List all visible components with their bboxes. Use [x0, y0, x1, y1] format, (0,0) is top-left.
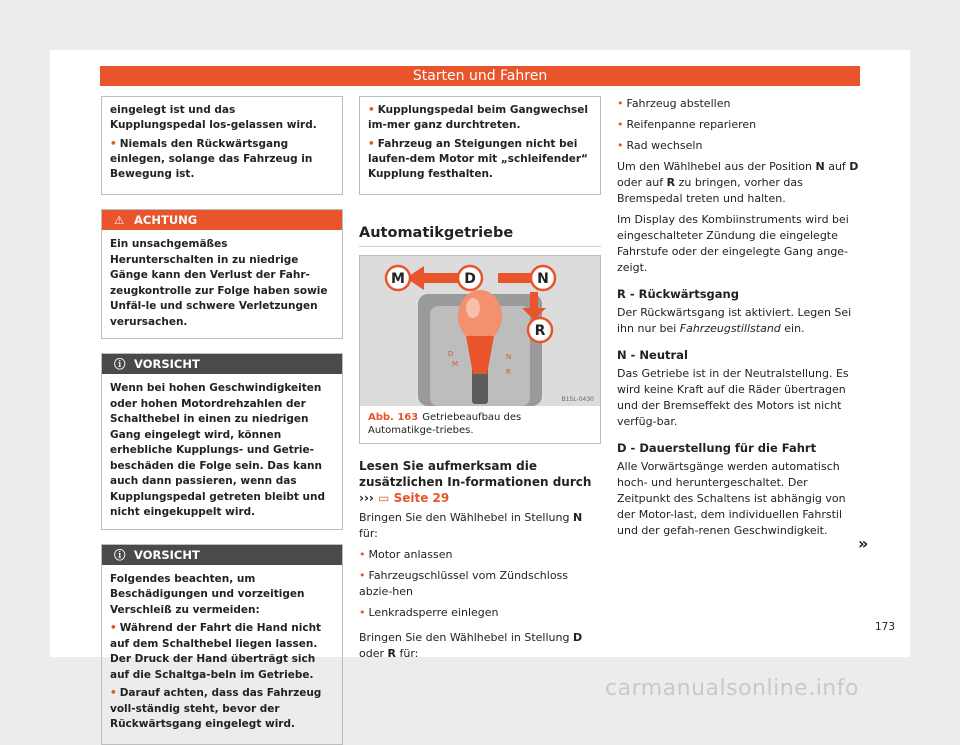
note-bullet — [110, 137, 334, 182]
paragraph: Bringen Sie den Wählhebel in Stellung N für: — [359, 511, 583, 540]
list-item: • Lenkradsperre einlegen — [359, 606, 499, 619]
note-bullet-text: Kupplungspedal beim Gangwechsel im-mer ganz durchtreten. — [368, 104, 589, 131]
continue-marker: » — [858, 534, 869, 553]
achtung-header — [102, 210, 342, 230]
bullet-icon: • — [617, 139, 624, 152]
gear-knob — [458, 290, 502, 342]
paragraph: Das Getriebe ist in der Neutralstellung. Es wird keine Kraft auf die Räder übertragen und der Bremseffekt des Motors ist nicht verfüg-bar. — [617, 367, 849, 428]
note-bullet — [368, 137, 592, 182]
vorsicht-bullet-text: Darauf achten, dass das Fahrzeug voll-ständig steht, bevor der Rückwärtsgang eingelegt wird. — [110, 687, 322, 730]
vorsicht-bullet — [110, 621, 334, 683]
bullet-icon: • — [617, 97, 624, 110]
achtung-body: Ein unsachgemäßes Herunterschalten in zu niedrige Gänge kann den Verlust der Fahr-zeugkontrolle zur Folge haben sowie Unfäl-le und schwere Verletzungen verursachen. — [110, 238, 328, 328]
bullet-icon: • — [359, 606, 366, 619]
info-heading: Lesen Sie aufmerksam die zusätzlichen In-formationen durch ››› ▭ Seite 29 — [359, 459, 592, 505]
section-title: Automatikgetriebe — [359, 225, 601, 247]
subheading-drive: D - Dauerstellung für die Fahrt — [617, 441, 817, 455]
gate-label-n: N — [506, 353, 512, 361]
figure-caption — [360, 406, 600, 443]
bullet-icon: • — [368, 104, 375, 116]
watermark: carmanualsonline.info — [605, 676, 859, 701]
chapter-header: Starten und Fahren — [100, 66, 860, 86]
gate-label-r: R — [506, 368, 511, 376]
paragraph: Bringen Sie den Wählhebel in Stellung D oder R für: — [359, 631, 583, 660]
figure — [359, 255, 601, 444]
vorsicht-bullet-text: Während der Fahrt die Hand nicht auf dem Schalthebel liegen lassen. Der Druck der Hand überträgt sich auf die Schaltga-beln im Getriebe. — [110, 622, 322, 681]
bullet-icon: • — [359, 548, 366, 561]
paragraph: Um den Wählhebel aus der Position N auf D oder auf R zu bringen, vorher das Bremspedal treten und halten. — [617, 160, 859, 205]
achtung-title: ACHTUNG — [134, 213, 198, 227]
label-n: N — [537, 271, 549, 287]
label-m: M — [391, 271, 405, 287]
page-number: 173 — [875, 621, 896, 633]
info-circle-icon: ⓘ — [114, 547, 126, 562]
column-right — [617, 96, 859, 544]
paragraph: Alle Vorwärtsgänge werden automatisch hoch- und heruntergeschaltet. Der Zeitpunkt des Schaltens ist abhängig von der Motor-last, dem individuellen Fahrstil und der gefah-renen Geschwindigkeit. — [617, 460, 846, 537]
info-circle-icon: ⓘ — [114, 357, 126, 371]
gate-label-d: D — [448, 350, 454, 358]
bullet-icon: • — [359, 569, 366, 582]
page-ref-link[interactable]: Seite 29 — [393, 491, 450, 505]
bullet-icon: • — [110, 622, 117, 634]
gear-knob-highlight — [466, 298, 480, 318]
note-bullet-text: Fahrzeug an Steigungen nicht bei laufen-dem Motor mit „schleifender“ Kupplung festhalten. — [368, 138, 588, 180]
vorsicht-title: VORSICHT — [134, 357, 200, 371]
vorsicht-body: Wenn bei hohen Geschwindigkeiten oder hohen Motordrehzahlen der Schalthebel in einen zu niedrigen Gang eingelegt wird, können erhebliche Kupplungs- und Getrie-beschäden die Folge sein. Das kann auch dann passieren, wenn das Kupplungspedal getreten bleibt und nicht eingekuppelt wird. — [110, 382, 325, 518]
bullet-icon: • — [110, 138, 117, 150]
vorsicht-bullet — [110, 686, 334, 733]
gate-label-m: M — [452, 360, 459, 368]
body-text — [359, 458, 601, 662]
gear-selector-illustration — [360, 256, 600, 406]
paragraph: Der Rückwärtsgang ist aktiviert. Legen Sei ihn nur bei Fahrzeugstillstand ein. — [617, 306, 852, 335]
column-left — [101, 96, 343, 745]
achtung-box — [101, 209, 343, 339]
warning-triangle-icon: ⚠ — [114, 213, 125, 227]
label-d: D — [464, 271, 476, 287]
column-middle — [359, 96, 601, 667]
list-item: • Motor anlassen — [359, 548, 453, 561]
subheading-neutral: N - Neutral — [617, 348, 688, 362]
list-item: • Rad wechseln — [617, 139, 703, 152]
list-item: • Fahrzeugschlüssel vom Zündschloss abzie-hen — [359, 569, 569, 598]
list-item: • Fahrzeug abstellen — [617, 97, 731, 110]
subheading-reverse: R - Rückwärtsgang — [617, 287, 739, 301]
vorsicht-header — [102, 354, 342, 374]
bullet-icon: • — [368, 138, 375, 150]
note-box — [101, 96, 343, 195]
list-item: • Reifenpanne reparieren — [617, 118, 757, 131]
bullet-icon: • — [110, 687, 117, 699]
note-text: eingelegt ist und das Kupplungspedal los-gelassen wird. — [110, 104, 317, 131]
book-icon: ▭ — [378, 491, 390, 505]
figure-caption-text: Getriebeaufbau des Automatikge-triebes. — [368, 412, 522, 436]
bullet-icon: • — [617, 118, 624, 131]
vorsicht-title: VORSICHT — [134, 547, 200, 562]
label-r: R — [534, 323, 546, 339]
vorsicht-box-1 — [101, 353, 343, 530]
vorsicht-header — [102, 545, 342, 565]
note-bullet — [368, 103, 592, 133]
note-bullet-text: Niemals den Rückwärtsgang einlegen, solange das Fahrzeug in Bewegung ist. — [110, 138, 313, 180]
note-box — [359, 96, 601, 195]
vorsicht-box-2 — [101, 544, 343, 745]
vorsicht-body — [102, 565, 342, 744]
vorsicht-text: Folgendes beachten, um Beschädigungen und vorzeitigen Verschleiß zu vermeiden: — [110, 572, 305, 616]
figure-code: B1SL-0430 — [561, 396, 594, 403]
paragraph: Im Display des Kombiinstruments wird bei eingeschalteter Zündung die eingelegte Fahrstufe oder der eingelegte Gang ange-zeigt. — [617, 213, 849, 274]
figure-caption-label: Abb. 163 — [368, 412, 419, 423]
